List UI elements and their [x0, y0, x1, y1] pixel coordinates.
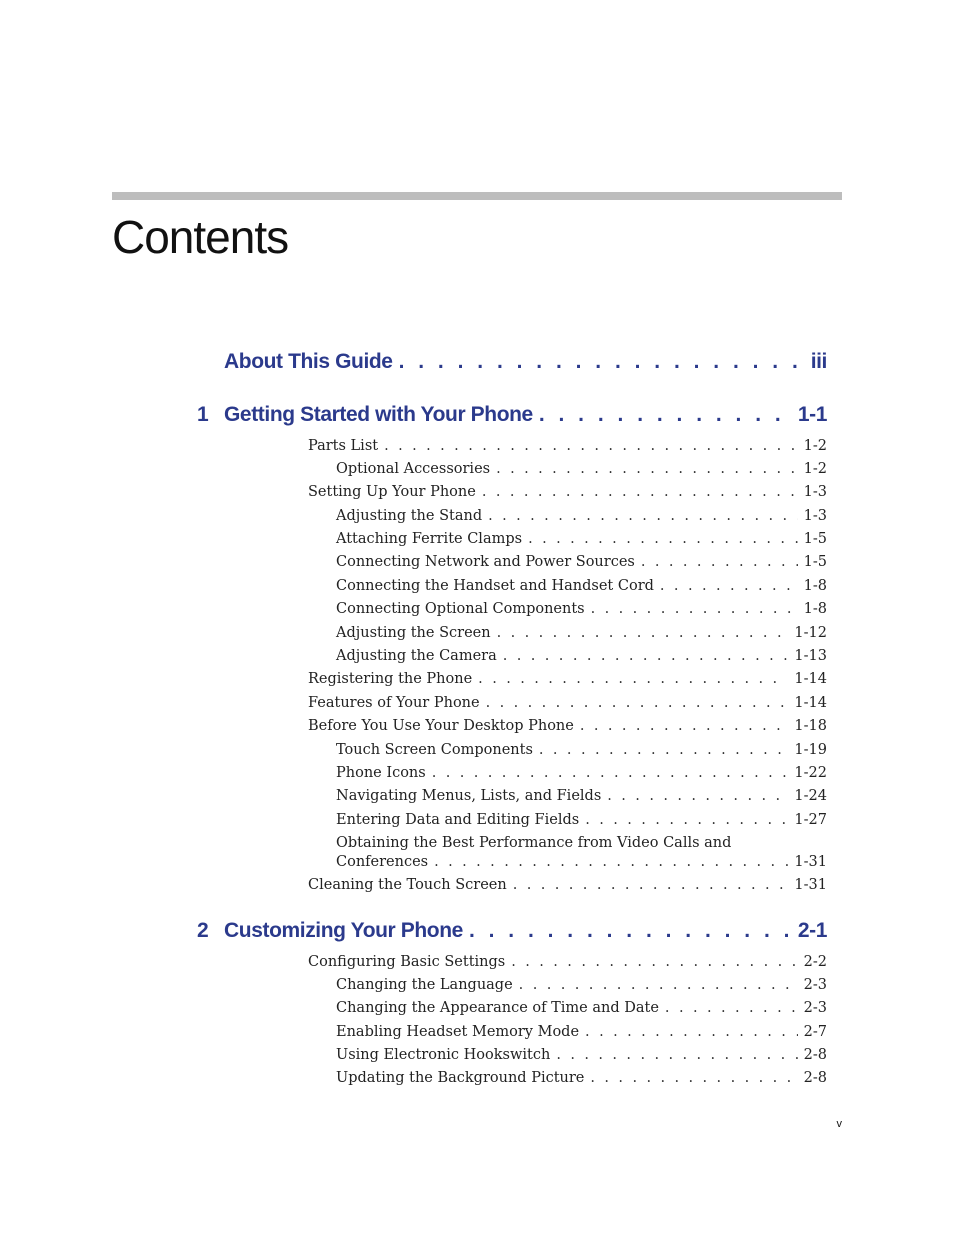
toc-entry[interactable] — [336, 1000, 827, 1016]
dot-leader — [556, 1047, 797, 1063]
dot-leader — [511, 954, 797, 970]
toc-entry[interactable] — [308, 671, 827, 687]
page-number: v — [836, 1118, 842, 1130]
toc-entry-page: 1-12 — [794, 625, 827, 641]
toc-entry-title: Using Electronic Hookswitch — [336, 1047, 551, 1063]
toc-entry[interactable] — [336, 812, 827, 828]
dot-leader — [434, 854, 788, 870]
chapter-number: 1 — [197, 403, 209, 426]
toc-entry-page: 1-1 — [797, 403, 827, 426]
toc-entry-page: 1-19 — [794, 742, 827, 758]
toc-chapter-1[interactable] — [197, 403, 827, 427]
toc-entry[interactable] — [336, 554, 827, 570]
toc-entry[interactable] — [336, 977, 827, 993]
toc-entry[interactable] — [308, 484, 827, 500]
dot-leader — [432, 765, 789, 781]
toc-entry-page: 1-5 — [803, 554, 827, 570]
toc-entry[interactable] — [308, 954, 827, 970]
toc-entry-page: 1-31 — [794, 854, 827, 870]
toc-entry-title-line1[interactable]: Obtaining the Best Performance from Video Calls and — [336, 835, 732, 851]
dot-leader — [486, 695, 789, 711]
toc-entry-title: Adjusting the Stand — [336, 508, 483, 524]
dot-leader — [665, 1000, 798, 1016]
toc-entry-title: Conferences — [336, 854, 429, 870]
toc-about-this-guide[interactable] — [224, 350, 827, 374]
toc-entry-page: 1-2 — [803, 438, 827, 454]
toc-entry-page: 2-8 — [803, 1047, 827, 1063]
dot-leader — [469, 919, 792, 943]
toc-entry-page: 2-7 — [803, 1024, 827, 1040]
toc-entry-page: iii — [810, 350, 827, 373]
toc-entry-title: About This Guide — [224, 350, 393, 373]
toc-entry[interactable] — [336, 1070, 827, 1086]
toc-entry-title: Connecting Optional Components — [336, 601, 585, 617]
dot-leader — [590, 1070, 797, 1086]
toc-entry-title: Entering Data and Editing Fields — [336, 812, 580, 828]
toc-entry-title: Connecting Network and Power Sources — [336, 554, 635, 570]
toc-entry[interactable] — [336, 742, 827, 758]
toc-entry-page: 1-8 — [803, 601, 827, 617]
toc-entry[interactable] — [308, 718, 827, 734]
toc-entry[interactable] — [308, 438, 827, 454]
dot-leader — [539, 403, 792, 427]
toc-entry[interactable] — [336, 461, 827, 477]
toc-entry-page: 1-5 — [803, 531, 827, 547]
toc-entry[interactable] — [336, 1024, 827, 1040]
toc-entry[interactable] — [336, 508, 827, 524]
toc-entry[interactable] — [336, 648, 827, 664]
toc-entry-title: Changing the Language — [336, 977, 513, 993]
toc-entry-title: Adjusting the Screen — [336, 625, 491, 641]
dot-leader — [519, 977, 798, 993]
toc-entry[interactable] — [336, 601, 827, 617]
dot-leader — [497, 625, 789, 641]
toc-entry-title: Registering the Phone — [308, 671, 473, 687]
toc-entry-title: Customizing Your Phone — [224, 919, 463, 942]
toc-entry[interactable] — [336, 854, 827, 870]
toc-entry[interactable] — [308, 695, 827, 711]
dot-leader — [591, 601, 798, 617]
toc-entry-page: 1-14 — [794, 695, 827, 711]
toc-entry-title: Adjusting the Camera — [336, 648, 497, 664]
dot-leader — [660, 578, 798, 594]
toc-entry-title: Connecting the Handset and Handset Cord — [336, 578, 654, 594]
toc-entry[interactable] — [336, 788, 827, 804]
toc-entry-page: 1-14 — [794, 671, 827, 687]
chapter-number: 2 — [197, 919, 209, 942]
dot-leader — [641, 554, 798, 570]
toc-entry-page: 1-3 — [803, 484, 827, 500]
toc-entry-page: 1-13 — [794, 648, 827, 664]
toc-entry-page: 1-2 — [803, 461, 827, 477]
dot-leader — [585, 1024, 798, 1040]
dot-leader — [503, 648, 789, 664]
toc-entry-title: Configuring Basic Settings — [308, 954, 506, 970]
toc-entry-title: Updating the Background Picture — [336, 1070, 585, 1086]
toc-entry[interactable] — [336, 1047, 827, 1063]
page-title: Contents — [112, 211, 289, 263]
toc-entry[interactable] — [336, 625, 827, 641]
toc-entry-title: Setting Up Your Phone — [308, 484, 476, 500]
toc-entry-title: Optional Accessories — [336, 461, 491, 477]
toc-entry-page: 1-31 — [794, 877, 827, 893]
toc-chapter-2[interactable] — [197, 919, 827, 943]
toc-entry-page: 2-1 — [797, 919, 827, 942]
toc-entry-page: 1-22 — [794, 765, 827, 781]
toc-entry-page: 1-3 — [803, 508, 827, 524]
toc-entry-page: 2-3 — [803, 1000, 827, 1016]
toc-entry-title: Before You Use Your Desktop Phone — [308, 718, 574, 734]
toc-entry-title: Cleaning the Touch Screen — [308, 877, 507, 893]
toc-entry-title: Enabling Headset Memory Mode — [336, 1024, 580, 1040]
dot-leader — [585, 812, 788, 828]
dot-leader — [513, 877, 789, 893]
toc-entry-page: 1-8 — [803, 578, 827, 594]
toc-entry-title: Phone Icons — [336, 765, 426, 781]
toc-entry-page: 1-27 — [794, 812, 827, 828]
dot-leader — [488, 508, 798, 524]
toc-entry-page: 2-8 — [803, 1070, 827, 1086]
toc-entry-page: 2-2 — [803, 954, 827, 970]
toc-entry[interactable] — [336, 531, 827, 547]
toc-entry-page: 1-18 — [794, 718, 827, 734]
toc-entry-title: Changing the Appearance of Time and Date — [336, 1000, 659, 1016]
dot-leader — [384, 438, 798, 454]
toc-entry-page: 2-3 — [803, 977, 827, 993]
dot-leader — [580, 718, 789, 734]
dot-leader — [399, 350, 805, 374]
toc-entry-title: Parts List — [308, 438, 379, 454]
toc-entry-title: Getting Started with Your Phone — [224, 403, 533, 426]
dot-leader — [528, 531, 798, 547]
dot-leader — [478, 671, 788, 687]
toc-entry[interactable] — [308, 877, 827, 893]
dot-leader — [496, 461, 798, 477]
toc-entry-title: Touch Screen Components — [336, 742, 533, 758]
toc-entry[interactable] — [336, 765, 827, 781]
toc-entry-page: 1-24 — [794, 788, 827, 804]
dot-leader — [539, 742, 789, 758]
toc-entry-title: Attaching Ferrite Clamps — [336, 531, 523, 547]
toc-entry-title: Features of Your Phone — [308, 695, 480, 711]
dot-leader — [482, 484, 798, 500]
dot-leader — [607, 788, 788, 804]
toc-entry[interactable] — [336, 578, 827, 594]
toc-entry-title: Navigating Menus, Lists, and Fields — [336, 788, 602, 804]
